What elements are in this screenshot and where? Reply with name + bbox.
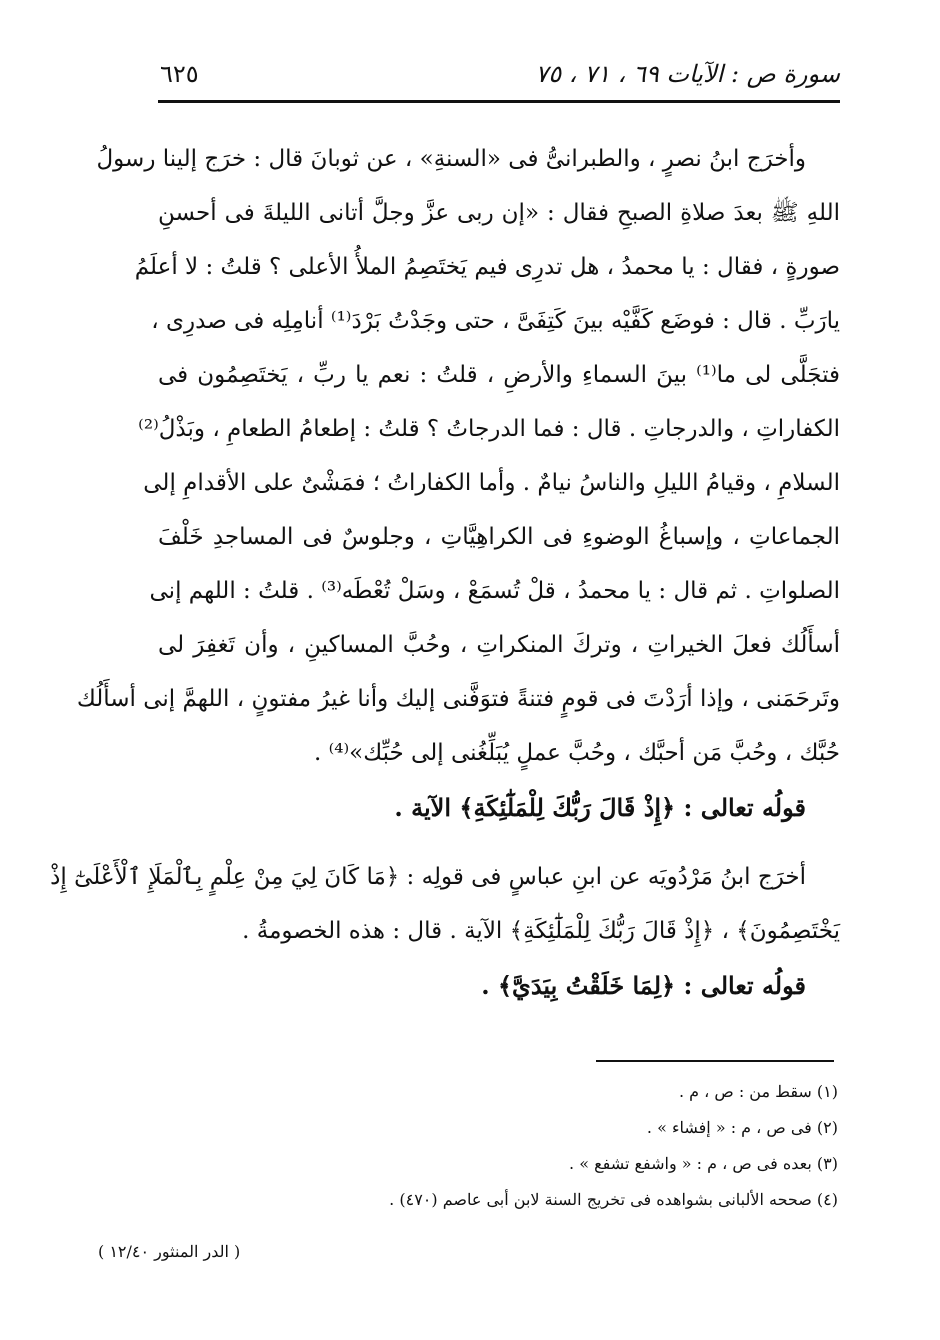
heading-label: قولُه تعالى : — [683, 793, 806, 822]
page-header — [160, 54, 840, 98]
page-number: ٦٢٥ — [160, 60, 199, 88]
footnote: (٣) بعده فى ص ، م : « واشفع تشفع » . — [569, 1154, 838, 1173]
paragraph-gap — [158, 836, 840, 850]
text-line: الصلواتِ . ثم قال : يا محمدُ ، قلْ تُسمَعْ ، وسَلْ تُعْطَه⁽³⁾ . قلتُ : اللهم إنى — [149, 578, 840, 604]
text-line: حُبَّك ، وحُبَّ مَن أحبَّك ، وحُبَّ عملٍ يُبَلِّغُنى إلى حُبِّك»⁽⁴⁾ . — [313, 740, 840, 766]
footnotes — [300, 1074, 838, 1218]
text-line: وأخرَج ابنُ نصرٍ ، والطبرانىُّ فى «السنةِ» ، عن ثوبانَ قال : خرَج إلينا رسولُ — [96, 146, 806, 172]
verse-heading — [158, 958, 840, 1014]
text-line: أخرَج ابنُ مَرْدُويَه عن ابنِ عباسٍ فى قولِه : ﴿مَا كَانَ لِيَ مِنْ عِلْمٍ بِٱلْمَلَإِ ٱلْأَعْلَىٰٓ إِذْ — [50, 864, 806, 890]
heading-label: قولُه تعالى : — [683, 971, 806, 1000]
footnote: (١) سقط من : ص ، م . — [678, 1082, 838, 1101]
source-reference: ( الدر المنثور ١٢/٤٠ ) — [98, 1242, 241, 1261]
footnote: (٢) فى ص ، م : « إفشاء » . — [646, 1118, 838, 1137]
heading-suffix: . — [481, 971, 490, 1000]
header-rule — [158, 100, 840, 103]
verse-heading — [158, 780, 840, 836]
text-line: السلامِ ، وقيامُ الليلِ والناسُ نيامٌ . وأما الكفاراتُ ؛ فمَشْىٌ على الأقدامِ إلى — [143, 470, 840, 496]
text-line: فتجَلَّى لى ما⁽¹⁾ بينَ السماءِ والأرضِ ، قلتُ : نعم يا ربِّ ، يَختَصِمُون فى — [158, 362, 840, 388]
text-line: وتَرحَمَنى ، وإذا أرَدْتَ فى قومٍ فتنةً فتوَفَّنى إليك وأنا غيرُ مفتونٍ ، اللهمَّ إنى أسأَلُك — [76, 686, 840, 712]
text-line: صورةٍ ، فقال : يا محمدُ ، هل تدرِى فيم يَختَصِمُ الملأُ الأعلى ؟ قلتُ : لا أعلَمُ — [134, 254, 840, 280]
running-title: سورة ص : الآيات ٦٩ ، ٧١ ، ٧٥ — [535, 60, 840, 88]
text-line: يارَبِّ . قال : فوضَع كَفَّيْه بينَ كَتِفَىَّ ، حتى وجَدْتُ بَرْدَ⁽¹⁾ أنامِلِه فى صدرِى ، — [151, 308, 840, 334]
quran-verse: ﴿لِمَا خَلَقْتُ بِيَدَيَّ﴾ — [497, 971, 676, 1000]
quran-verse: ﴿إِذْ قَالَ رَبُّكَ لِلْمَلَٰٓئِكَةِ﴾ — [459, 793, 676, 822]
text-line: الجماعاتِ ، وإسباغُ الوضوءِ فى الكراهِيَّاتِ ، وجلوسٌ فى المساجدِ خَلْفَ — [158, 524, 840, 550]
footnote-rule — [596, 1060, 834, 1062]
text-line: الكفاراتِ ، والدرجاتِ . قال : فما الدرجاتُ ؟ قلتُ : إطعامُ الطعامِ ، وبَذْلُ⁽²⁾ — [138, 416, 840, 442]
text-line: اللهِ ﷺ بعدَ صلاةِ الصبحِ فقال : «إن ربى عزَّ وجلَّ أتانى الليلةَ فى أحسنِ — [158, 200, 840, 226]
heading-suffix: الآية . — [394, 793, 452, 822]
text-line: أسأَلُك فعلَ الخيراتِ ، وتركَ المنكراتِ ، وحُبَّ المساكينِ ، وأن تَغفِرَ لى — [158, 632, 840, 658]
text-line: يَخْتَصِمُونَ﴾ ، ﴿إِذْ قَالَ رَبُّكَ لِلْمَلَٰٓئِكَةِ﴾ الآية . قال : هذه الخصومةُ . — [242, 918, 840, 944]
main-text — [50, 132, 840, 1014]
footnote: (٤) صححه الألبانى بشواهده فى تخريج السنة لابن أبى عاصم (٤٧٠) . — [389, 1190, 838, 1209]
